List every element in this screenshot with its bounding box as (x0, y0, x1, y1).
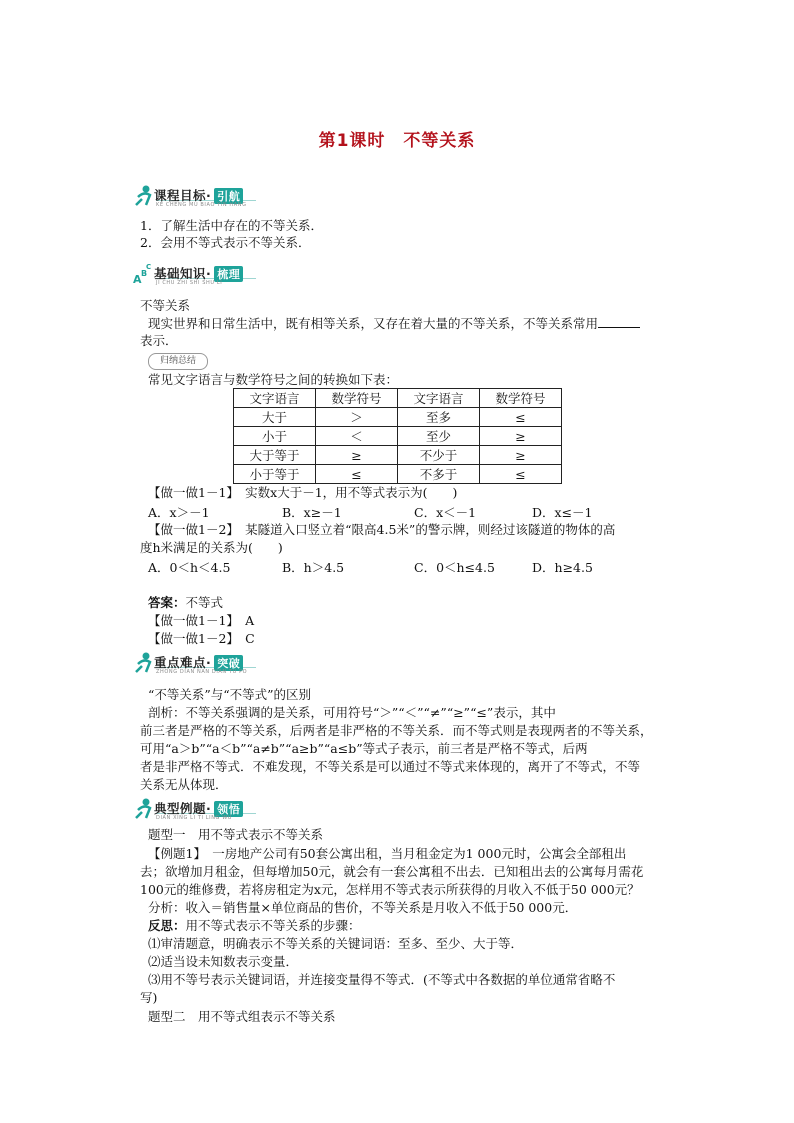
section-tag: 引航 (214, 188, 243, 204)
table-intro: 常见文字语言与数学符号之间的转换如下表： (148, 372, 399, 387)
basic-heading: 不等关系 (140, 298, 191, 313)
reflection-text: 用不等式表示不等关系的步骤： (185, 918, 361, 933)
example-line: 【例题1】 一房地产公司有50套公寓出租，当月租金定为1 000元时，公寓会全部租出 (148, 846, 627, 861)
table-cell: 小于 (234, 427, 316, 446)
svg-text:B: B (141, 269, 148, 278)
reflection-label: 反思： (148, 918, 186, 933)
key-line: 前三者是严格的不等关系，后两者是非严格的不等关系．而不等式则是表现两者的不等关系， (140, 723, 653, 738)
table-cell: 不少于 (398, 446, 480, 465)
section-pinyin: JI CHU ZHI SHI SHU LI (156, 280, 223, 286)
table-row (234, 408, 562, 427)
question-type-2: 题型二 用不等式组表示不等关系 (148, 1009, 336, 1024)
table-cell: ≤ (480, 408, 562, 427)
answer-text: 不等式 (185, 595, 224, 610)
practice-1-option: D．x≤－1 (532, 505, 593, 520)
reflection-step: ⑵适当设未知数表示变量． (148, 954, 299, 969)
answer-block (148, 594, 223, 611)
practice-2-option: C．0＜h≤4.5 (414, 560, 495, 575)
section-title: 重点难点 (154, 655, 207, 670)
abc-icon (132, 261, 156, 287)
practice-1-option: A．x＞－1 (148, 505, 210, 520)
practice-2-stem-cont: 度h米满足的关系为( ) (140, 540, 283, 555)
table-cell: 大于 (234, 408, 316, 427)
practice-2-option: A．0＜h＜4.5 (148, 560, 231, 575)
practice-1-option: C．x＜－1 (414, 505, 477, 520)
practice-1-option: B．x≥－1 (282, 505, 342, 520)
table-cell: ≥ (480, 446, 562, 465)
conversion-table (233, 388, 562, 484)
question-type-1: 题型一 用不等式表示不等关系 (148, 827, 324, 842)
section-title: 典型例题 (154, 801, 207, 816)
runner-icon (132, 650, 156, 676)
summary-badge: 归纳总结 (148, 353, 208, 370)
reflection-step: 写) (140, 990, 158, 1005)
section-pinyin: ZHONG DIAN NAN DIAN TU PO (156, 669, 248, 675)
reflection-step: ⑶用不等号表示关键词语，并连接变量得不等式．(不等式中各数据的单位通常省略不 (148, 972, 616, 987)
table-cell: 至少 (398, 427, 480, 446)
basic-paragraph (148, 315, 640, 332)
table-cell: ≤ (480, 465, 562, 484)
basic-paragraph-text: 现实世界和日常生活中，既有相等关系，又存在着大量的不等关系，不等关系常用 (148, 316, 599, 331)
reflection-step: ⑴审清题意，明确表示不等关系的关键词语：至多、至少、大于等． (148, 936, 524, 951)
fill-blank (598, 315, 640, 328)
section-header-example: 典型例题· 领悟 DIAN XING LI TI LING WU (132, 796, 302, 822)
section-pinyin: DIAN XING LI TI LING WU (156, 815, 233, 821)
answer-2: 【做一做1－2】 C (148, 631, 255, 646)
table-row (234, 427, 562, 446)
table-header-row (234, 389, 562, 408)
section-tag: 领悟 (214, 801, 243, 817)
section-title: 基础知识 (154, 266, 207, 281)
example-reflection (148, 917, 361, 934)
section-tag: 梳理 (214, 266, 243, 282)
section-tag: 突破 (214, 655, 243, 671)
table-header-cell: 数学符号 (480, 389, 562, 408)
table-cell: 小于等于 (234, 465, 316, 484)
table-cell: ≤ (316, 465, 398, 484)
table-cell: 大于等于 (234, 446, 316, 465)
table-cell: ≥ (316, 446, 398, 465)
basic-paragraph-end: 表示． (140, 333, 178, 348)
section-header-key: 重点难点· 突破 ZHONG DIAN NAN DIAN TU PO (132, 650, 302, 676)
practice-2-stem: 【做一做1－2】 某隧道入口竖立着“限高4.5米”的警示牌，则经过该隧道的物体的高 (148, 522, 616, 537)
table-header-cell: 数学符号 (316, 389, 398, 408)
section-header-basic: A B C 基础知识· 梳理 JI CHU ZHI SHI SHU LI (132, 261, 302, 287)
table-cell: 至多 (398, 408, 480, 427)
table-cell: ≥ (480, 427, 562, 446)
example-line: 100元的维修费，若将房租定为x元，怎样用不等式表示所获得的月收入不低于50 000元？ (140, 882, 640, 897)
table-row (234, 465, 562, 484)
table-header-cell: 文字语言 (398, 389, 480, 408)
section-header-goal: 课程目标· 引航 KE CHENG MU BIAO YIN HANG (132, 183, 302, 209)
example-analysis: 分析：收入＝销售量×单位商品的售价，不等关系是月收入不低于50 000元． (148, 900, 578, 915)
section-pinyin: KE CHENG MU BIAO YIN HANG (156, 202, 247, 208)
runner-icon (132, 183, 156, 209)
answer-label: 答案： (148, 595, 186, 610)
section-title: 课程目标 (154, 188, 207, 203)
goal-item: 2．会用不等式表示不等关系． (140, 235, 311, 250)
example-line: 去；欲增加月租金，但每增加50元，就会有一套公寓租不出去．已知租出去的公寓每月需花 (140, 864, 644, 879)
answer-1: 【做一做1－1】 A (148, 613, 255, 628)
practice-1-stem: 【做一做1－1】 实数x大于－1，用不等式表示为( ) (148, 485, 458, 500)
table-cell: 不多于 (398, 465, 480, 484)
table-header-cell: 文字语言 (234, 389, 316, 408)
practice-2-option: B．h＞4.5 (282, 560, 345, 575)
table-cell: ＜ (316, 427, 398, 446)
practice-2-option: D．h≥4.5 (532, 560, 593, 575)
svg-text:C: C (146, 263, 152, 271)
key-line: 关系无从体现． (140, 777, 228, 792)
runner-icon (132, 796, 156, 822)
table-cell: ＞ (316, 408, 398, 427)
key-line: 者是非严格不等式．不难发现，不等关系是可以通过不等式来体现的，离开了不等式，不等 (140, 759, 641, 774)
svg-text:A: A (133, 273, 142, 286)
key-line: 可用“a＞b”“a＜b”“a≠b”“a≥b”“a≤b”等式子表示，前三者是严格不等式，后两 (140, 741, 588, 756)
goal-item: 1．了解生活中存在的不等关系． (140, 218, 323, 233)
table-row (234, 446, 562, 465)
key-heading: “不等关系”与“不等式”的区别 (148, 687, 312, 702)
page-title: 第1课时 不等关系 (318, 131, 476, 151)
key-line: 剖析：不等关系强调的是关系，可用符号“＞”“＜”“≠”“≥”“≤”表示，其中 (148, 705, 556, 720)
